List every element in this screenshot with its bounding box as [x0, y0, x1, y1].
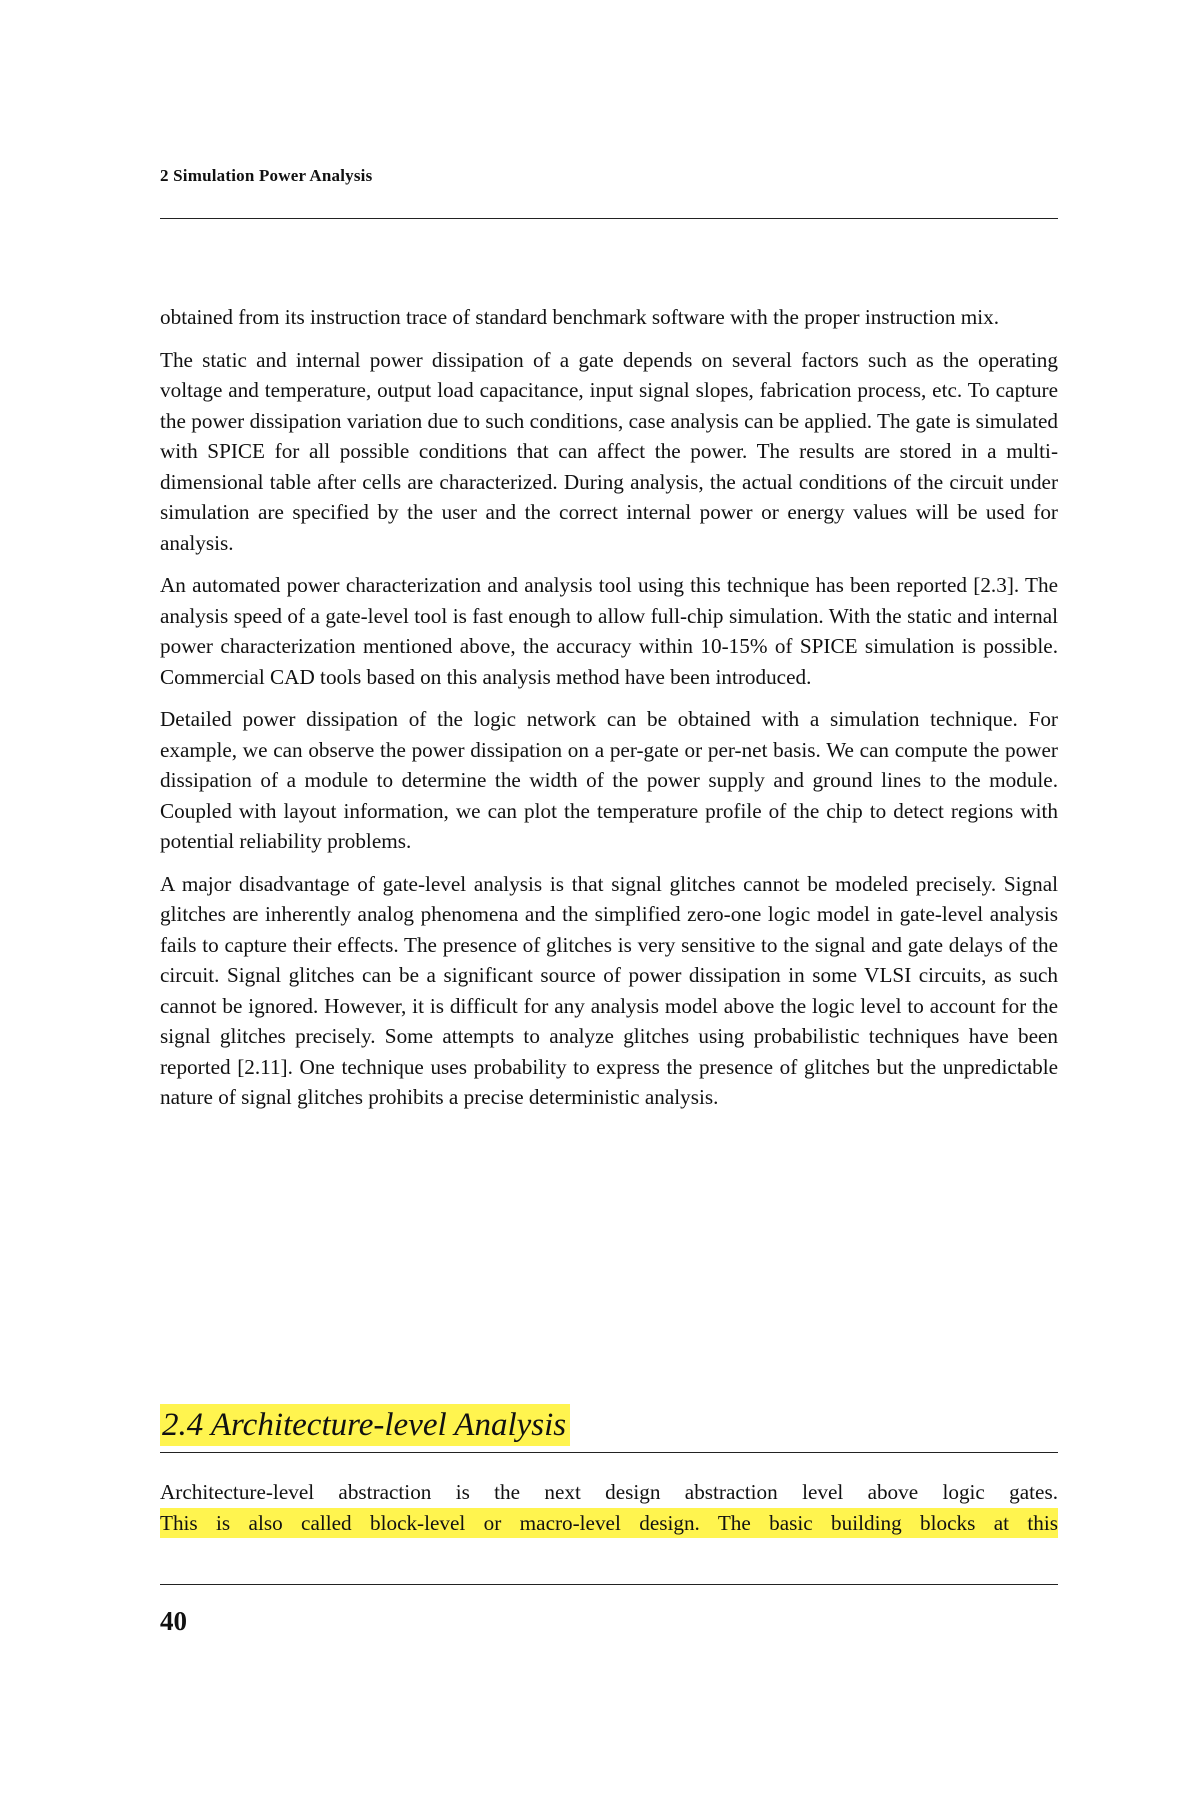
- footer-rule: [160, 1584, 1058, 1585]
- paragraph-5: A major disadvantage of gate-level analysis is that signal glitches cannot be modeled precisely. Signal glitches are inherently analog phenomena and the simplified zero-one logic model in gate-level analysis fails to capture their effects. The presence of glitches is very sensitive to the signal and gate delays of the circuit. Signal glitches can be a significant source of power dissipation in some VLSI circuits, as such cannot be ignored. However, it is difficult for any analysis model above the logic level to account for the signal glitches precisely. Some attempts to analyze glitches using probabilistic techniques have been reported [2.11]. One technique uses probability to express the presence of glitches but the unpredictable nature of signal glitches prohibits a precise deterministic analysis.: [160, 871, 1058, 1109]
- section-line-1: Architecture-level abstraction is the next design abstraction level above logic gates.: [160, 1480, 1058, 1504]
- section-body: [160, 1477, 1058, 1538]
- paragraph-2: The static and internal power dissipation of a gate depends on several factors such as the operating voltage and temperature, output load capacitance, input signal slopes, fabrication process, etc. To capture the power dissipation variation due to such conditions, case analysis can be applied. The gate is simulated with SPICE for all possible conditions that can affect the power. The results are stored in a multi-dimensional table after cells are characterized. During analysis, the actual conditions of the circuit under simulation are specified by the user and the correct internal power or energy values will be used for analysis.: [160, 347, 1058, 555]
- header-rule: [160, 218, 1058, 219]
- paragraph-4: Detailed power dissipation of the logic network can be obtained with a simulation technique. For example, we can observe the power dissipation on a per-gate or per-net basis. We can compute the power dissipation of a module to determine the width of the power supply and ground lines to the module. Coupled with layout information, we can plot the temperature profile of the chip to detect regions with potential reliability problems.: [160, 707, 1058, 853]
- section-rule: [160, 1452, 1058, 1453]
- paragraph-3: An automated power characterization and analysis tool using this technique has been reported [2.3]. The analysis speed of a gate-level tool is fast enough to allow full-chip simulation. With the static and internal power characterization mentioned above, the accuracy within 10-15% of SPICE simulation is possible. Commercial CAD tools based on this analysis method have been introduced.: [160, 573, 1058, 689]
- highlighted-line: This is also called block-level or macro-level design. The basic building blocks at this: [160, 1508, 1058, 1539]
- section-paragraph: [160, 1477, 1058, 1538]
- section-heading: 2.4 Architecture-level Analysis: [160, 1404, 570, 1446]
- page-number: 40: [160, 1606, 187, 1636]
- paragraph-1: obtained from its instruction trace of standard benchmark software with the proper instruction mix.: [160, 305, 1000, 329]
- body-text: [160, 302, 1058, 1125]
- running-head: 2 Simulation Power Analysis: [160, 166, 373, 185]
